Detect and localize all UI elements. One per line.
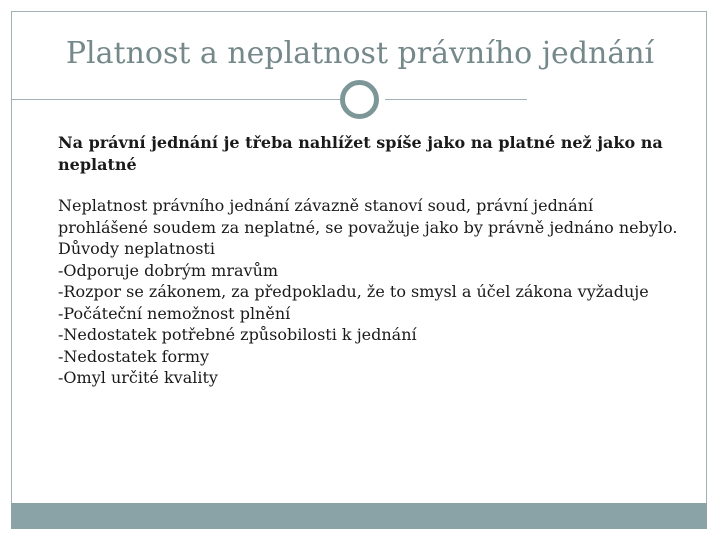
list-item: -Nedostatek formy — [58, 346, 210, 366]
intro-paragraph: Neplatnost právního jednání závazně stanoví soud, právní jednání prohlášené soudem za neplatné, se považuje jako by právně jednáno nebylo. — [58, 196, 678, 237]
slide-body — [58, 132, 688, 389]
title-divider-left — [11, 99, 341, 100]
footer-bar — [11, 503, 707, 529]
list-item: -Rozpor se zákonem, za předpokladu, že to smysl a účel zákona vyžaduje — [58, 282, 649, 301]
list-item: -Nedostatek potřebné způsobilosti k jednání — [58, 325, 417, 344]
reasons-heading: Důvody neplatnosti — [58, 239, 215, 258]
list-item: -Odporuje dobrým mravům — [58, 260, 279, 280]
title-divider-right — [385, 99, 527, 100]
lead-statement: Na právní jednání je třeba nahlížet spíše jako na platné než jako na neplatné — [58, 133, 663, 174]
list-item: -Omyl určité kvality — [58, 368, 218, 387]
list-item: -Počáteční nemožnost plnění — [58, 303, 291, 323]
circle-ornament-icon — [340, 80, 379, 119]
slide-title: Platnost a neplatnost právního jednání — [65, 36, 655, 71]
